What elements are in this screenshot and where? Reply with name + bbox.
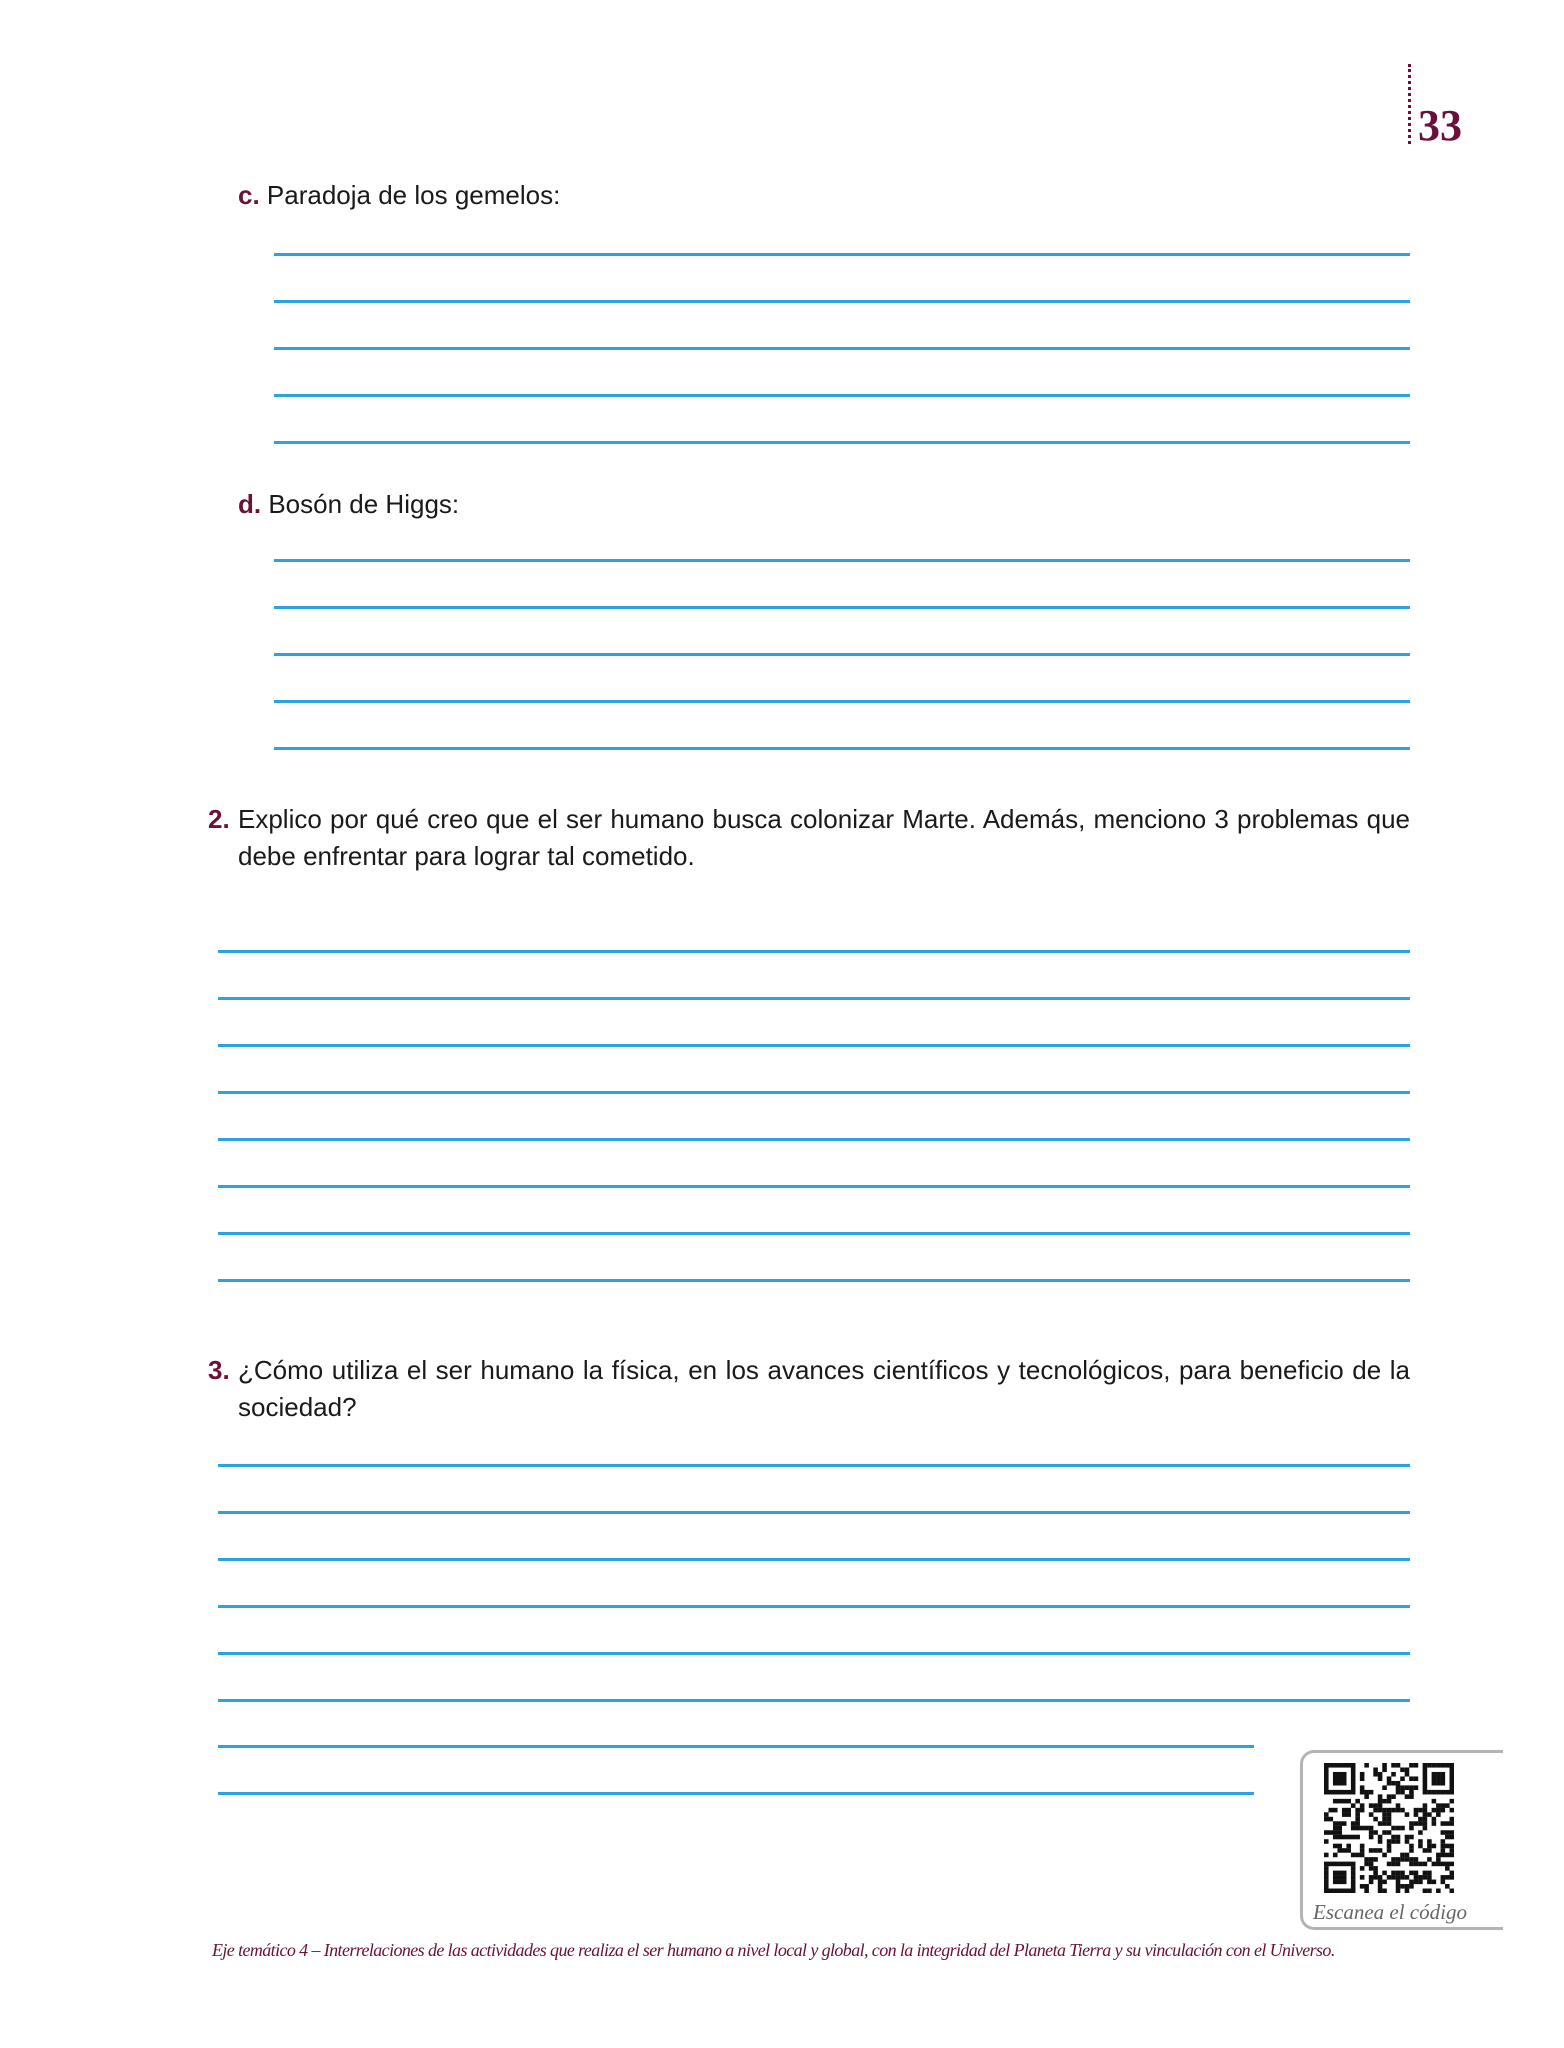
answer-line[interactable]	[218, 1605, 1410, 1608]
answer-line[interactable]	[218, 1699, 1410, 1702]
answer-line[interactable]	[218, 1511, 1410, 1514]
answer-line[interactable]	[274, 653, 1410, 656]
question-2	[208, 801, 1410, 875]
question-2-label: 2.	[208, 804, 230, 834]
answer-line[interactable]	[274, 347, 1410, 350]
footer-theme: Eje temático 4 – Interrelaciones de las actividades que realiza el ser humano a nivel local y global, con la integridad del Planeta Tierra y su vinculación con el Universo.	[212, 1940, 1335, 1960]
page-number-divider	[1408, 64, 1411, 144]
answer-line[interactable]	[274, 300, 1410, 303]
item-c	[238, 177, 560, 214]
answer-line[interactable]	[274, 253, 1410, 256]
item-d-label: d.	[238, 489, 262, 519]
answer-line[interactable]	[274, 606, 1410, 609]
question-3-label: 3.	[208, 1355, 230, 1385]
qr-code-icon	[1324, 1763, 1454, 1893]
answer-line[interactable]	[218, 1745, 1254, 1748]
item-c-label: c.	[238, 180, 260, 210]
answer-line[interactable]	[274, 394, 1410, 397]
answer-line[interactable]	[218, 950, 1410, 953]
answer-line[interactable]	[274, 747, 1410, 750]
answer-line[interactable]	[274, 559, 1410, 562]
question-2-text: Explico por qué creo que el ser humano busca colonizar Marte. Además, menciono 3 problemas que debe enfrentar para lograr tal cometido.	[238, 804, 1410, 871]
answer-line[interactable]	[218, 1185, 1410, 1188]
answer-line[interactable]	[218, 1652, 1410, 1655]
answer-line[interactable]	[218, 1792, 1254, 1795]
answer-line[interactable]	[218, 1044, 1410, 1047]
answer-line[interactable]	[218, 1464, 1410, 1467]
question-3	[208, 1352, 1410, 1426]
question-3-text: ¿Cómo utiliza el ser humano la física, en los avances científicos y tecnológicos, para beneficio de la sociedad?	[238, 1355, 1410, 1422]
answer-line[interactable]	[274, 700, 1410, 703]
item-d-text: Bosón de Higgs:	[268, 489, 460, 519]
answer-line[interactable]	[274, 441, 1410, 444]
page-number: 33	[1418, 101, 1462, 150]
answer-line[interactable]	[218, 1138, 1410, 1141]
answer-line[interactable]	[218, 997, 1410, 1000]
answer-line[interactable]	[218, 1232, 1410, 1235]
item-d	[238, 486, 459, 523]
item-c-text: Paradoja de los gemelos:	[266, 180, 561, 210]
answer-line[interactable]	[218, 1279, 1410, 1282]
answer-line[interactable]	[218, 1558, 1410, 1561]
qr-code-box[interactable]	[1300, 1750, 1503, 1930]
answer-line[interactable]	[218, 1091, 1410, 1094]
qr-caption: Escanea el código	[1313, 1900, 1467, 1924]
